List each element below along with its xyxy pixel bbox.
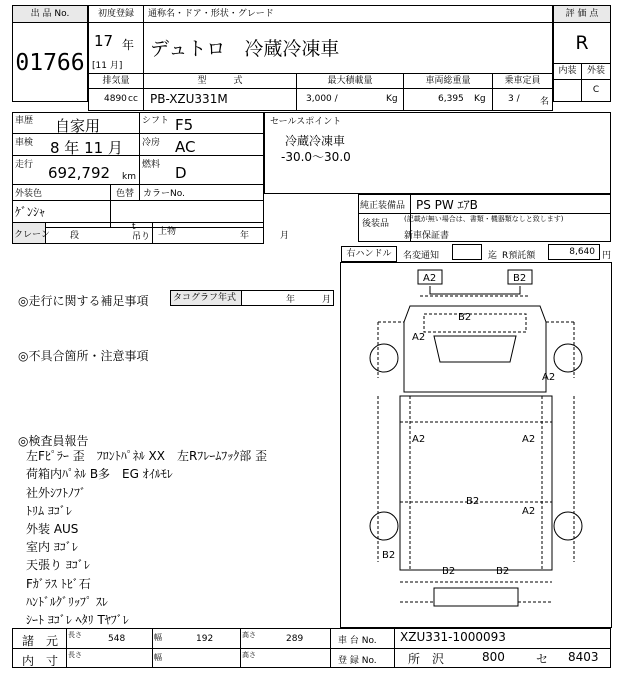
damage-mark: B2 — [458, 312, 472, 323]
damage-mark: A2 — [522, 434, 536, 445]
score-label: 評 価 点 — [553, 5, 611, 23]
crane-label: クレーン — [14, 230, 50, 240]
front-right-wheel — [554, 344, 582, 372]
inspector-line: 天張り ﾖｺﾞﾚ — [26, 558, 90, 572]
inspector-line: 左Fﾋﾟﾗｰ 歪 ﾌﾛﾝﾄﾊﾟﾈﾙ XX 左Rﾌﾚｰﾑﾌｯｸ部 歪 — [26, 449, 268, 463]
mileage-unit: km — [122, 172, 136, 182]
aftermarket-label: 後装品 — [362, 219, 390, 229]
tachograph-label: タコグラフ年式 — [170, 290, 242, 306]
max-load-unit: Kg — [386, 94, 398, 104]
damage-mark: B2 — [382, 550, 396, 561]
gross-weight-label: 車両総重量 — [403, 73, 493, 89]
registration-month: [11 月] — [92, 61, 123, 71]
length-label: 長さ — [68, 631, 82, 639]
height-label: 高さ — [242, 631, 256, 639]
sales-point-line1: 冷蔵冷凍車 — [285, 134, 346, 148]
registration-year-unit: 年 — [122, 38, 135, 52]
genuine-equipment-label: 純正装備品 — [360, 201, 406, 211]
sales-point-line2: -30.0～30.0 — [281, 150, 351, 164]
color-change-label: 色替 — [116, 189, 135, 199]
inspector-line: 社外ｼﾌﾄﾉﾌﾞ — [26, 486, 87, 500]
rear-right-wheel — [554, 512, 582, 540]
damage-mark: B2 — [442, 566, 456, 577]
model-code-label: 型 式 — [143, 73, 297, 89]
capacity-label: 乗車定員 — [492, 73, 553, 89]
vehicle-damage-diagram — [340, 262, 612, 628]
damage-mark: A2 — [522, 506, 536, 517]
plate-region: 所 沢 — [408, 652, 445, 666]
inspector-line: ﾄﾘﾑ ﾖｺﾞﾚ — [26, 504, 72, 518]
inner-width-label: 幅 — [154, 653, 162, 662]
fuel-label: 燃料 — [142, 160, 161, 170]
damage-mark: A2 — [412, 434, 426, 445]
exterior-color-label: 外装色 — [15, 189, 43, 199]
displacement-label: 排気量 — [88, 73, 144, 89]
first-registration-label: 初度登録 — [88, 5, 144, 23]
recycle-amount: 8,640 — [548, 244, 600, 260]
chassis-label: 車 台 No. — [338, 636, 377, 646]
ac-label: 冷房 — [142, 138, 161, 148]
displacement-value: 4890 — [104, 94, 127, 104]
width-label: 幅 — [154, 633, 162, 642]
upper-body-year: 年 — [240, 231, 250, 241]
sales-point-label: セールスポイント — [270, 117, 342, 127]
max-load-label: 最大積載量 — [296, 73, 404, 89]
plate-class: 800 — [482, 650, 505, 664]
front-left-wheel — [370, 344, 398, 372]
chassis-number: XZU331-1000093 — [400, 630, 506, 644]
crane-stage-unit: 段 — [70, 231, 80, 241]
aftermarket-note: (記載が無い場合は、書類・機器類なしと致します) — [404, 215, 564, 223]
inner-length-label: 長さ — [68, 651, 82, 659]
displacement-unit: cc — [128, 94, 138, 104]
overall-score: R — [553, 22, 611, 64]
history: 自家用 — [55, 117, 101, 135]
plate-kana: セ — [536, 652, 549, 666]
inspector-line: Fｶﾞﾗｽ ﾄﾋﾞ石 — [26, 577, 91, 591]
shift-label: シフト — [142, 116, 170, 126]
length-value: 548 — [108, 634, 126, 644]
history-label: 車歴 — [15, 116, 34, 126]
damage-mark: A2 — [423, 273, 437, 284]
inner-height-label: 高さ — [242, 651, 256, 659]
exterior-score: C — [581, 79, 611, 102]
inspector-line: 外装 AUS — [26, 522, 79, 536]
exterior-score-label: 外装 — [581, 63, 611, 80]
interior-score — [553, 79, 582, 102]
damage-mark: B2 — [513, 273, 527, 284]
inspector-line: ﾊﾝﾄﾞﾙｸﾞﾘｯﾌﾟ ｽﾚ — [26, 595, 108, 609]
name-change-label: 名変通知 — [403, 251, 440, 261]
recycle-label: R預託額 — [502, 251, 536, 261]
plate-label: 登 録 No. — [338, 656, 377, 666]
inspector-line: 荷箱内ﾊﾟﾈﾙ B多 EG ｵｲﾙﾓﾚ — [26, 467, 173, 481]
inspector-report-label: ◎検査員報告 — [18, 434, 89, 448]
genuine-equipment: PS PW ｴｱB — [416, 198, 478, 212]
capacity-unit: 名 — [540, 97, 550, 107]
damage-mark: A2 — [412, 332, 426, 343]
rear-bumper — [434, 588, 518, 606]
car-name-label: 通称名・ドア・形状・グレード — [143, 5, 553, 23]
driving-notes-label: ◎走行に関する補足事項 — [18, 294, 149, 308]
rear-left-wheel — [370, 512, 398, 540]
color-number-label: カラーNo. — [143, 189, 185, 199]
lot-number-label: 出 品 No. — [12, 5, 88, 23]
recycle-unit: 円 — [602, 251, 612, 261]
defects-label: ◎不具合箇所・注意事項 — [18, 349, 149, 363]
height-value: 289 — [286, 634, 304, 644]
lot-number: 01766 — [12, 22, 88, 102]
inspector-line: ｼｰﾄ ﾖｺﾞﾚ ﾍﾀﾘ Tﾔﾌﾞﾚ — [26, 613, 129, 627]
upper-body-label: 上物 — [158, 227, 177, 237]
mileage-label: 走行 — [15, 160, 34, 170]
plate-number: 8403 — [568, 650, 599, 664]
crane-lift-unit: t 吊り — [132, 222, 151, 242]
shift: F5 — [175, 116, 194, 134]
max-load-value: 3,000 / — [306, 94, 338, 104]
inner-dimensions-label: 内 寸 — [22, 654, 59, 668]
inspector-line: 室内 ﾖｺﾞﾚ — [26, 540, 78, 554]
interior-score-label: 内装 — [553, 63, 582, 80]
damage-mark: B2 — [496, 566, 510, 577]
registration-year: 17 — [94, 32, 114, 50]
exterior-color: ｹﾞﾝｼｬ — [15, 205, 46, 219]
inspection-label: 車検 — [15, 138, 34, 148]
mileage: 692,792 — [48, 164, 111, 182]
model-code: PB-XZU331M — [150, 92, 228, 106]
damage-mark: A2 — [542, 372, 556, 383]
capacity-value: 3 / — [508, 94, 520, 104]
outer-dimensions-label: 諸 元 — [22, 634, 59, 648]
gross-weight-value: 6,395 — [438, 94, 464, 104]
car-name: デュトロ 冷蔵冷凍車 — [150, 38, 340, 60]
inspection: 8 年 11 月 — [50, 139, 123, 157]
tachograph-year: 年 — [286, 295, 296, 305]
gross-weight-unit: Kg — [474, 94, 486, 104]
fuel: D — [175, 164, 187, 182]
tachograph-month: 月 — [322, 295, 332, 305]
ac: AC — [175, 138, 196, 156]
handle-position: 右ハンドル — [341, 246, 397, 262]
due-label: 迄 — [488, 251, 498, 261]
damage-mark: B2 — [466, 496, 480, 507]
upper-body-month: 月 — [280, 231, 290, 241]
width-value: 192 — [196, 634, 214, 644]
name-change-date — [452, 244, 482, 260]
warranty: 新車保証書 — [404, 231, 450, 241]
